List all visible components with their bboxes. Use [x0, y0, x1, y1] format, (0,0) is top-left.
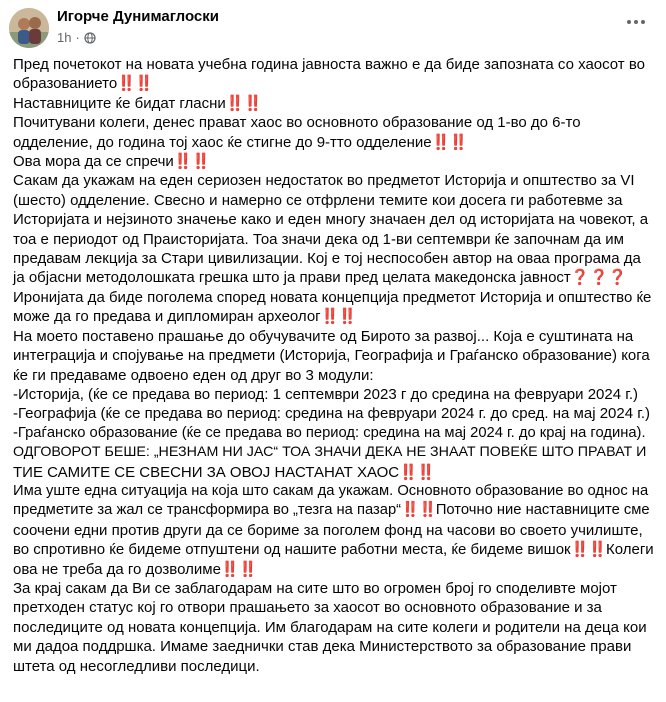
- post-text: тоа е периодот од Праисторијата. Тоа значи дека од 1-ви септември ќе започнам да им: [13, 230, 624, 248]
- post-text: ТИЕ САМИТЕ СЕ СВЕСНИ ЗА ОВОЈ НАСТАНАТ ХАОС: [13, 463, 400, 481]
- double-exclamation-icon: ‼️‼️: [570, 541, 606, 559]
- post-text-line: [13, 579, 655, 598]
- post-text: -Географија (ќе се предава во период: средина на февруари 2024 г. до сред. на мај 2024 г.): [13, 405, 651, 423]
- post-text-line: [13, 249, 655, 268]
- globe-icon: [84, 32, 96, 44]
- post-text: Пред почетокот на новата учебна година јавноста важно е да биде запозната со хаосот во: [13, 56, 645, 73]
- post-text: Историјата и нејзиното значење како и еден многу значаен дел од историјата на човекот, а: [13, 211, 649, 229]
- post-text: -Граѓанско образование (ќе се предава во период: средина на мај 2024 г. до крај на година).: [13, 424, 646, 441]
- post-text: ОДГОВОРОТ БЕШЕ: „НЕЗНАМ НИ ЈАС“ ТОА ЗНАЧИ ДЕКА НЕ ЗНААТ ПОВЕЌЕ ШТО ПРАВАТ И: [13, 444, 647, 461]
- post-text: во спротивно ќе бидеме отпуштени од нашите работни места, ќе бидеме вишок: [13, 541, 571, 559]
- post-text-line: [13, 230, 655, 249]
- post-text-line: [13, 307, 655, 326]
- post-time[interactable]: 1h: [57, 30, 72, 45]
- post-text-line: [13, 501, 655, 520]
- post-meta: [57, 30, 96, 45]
- post-text-line: [13, 171, 655, 190]
- post-text-line: [13, 113, 655, 132]
- post-text-line: [13, 404, 655, 423]
- post-text-line: [13, 424, 655, 443]
- post-text-line: [13, 288, 655, 307]
- post-text: претходен статус кој го отвори прашањето за хаосот во основното образование и за: [13, 599, 602, 617]
- post-text: последиците од новата концепција. Им благодарам на сите колеги и родители на деца кои: [13, 618, 647, 636]
- post-text-line: [13, 346, 655, 365]
- post-text: штета од несогледливи последици.: [13, 657, 260, 675]
- post-text: За крај сакам да Ви се заблагодарам на сите што во огромен број го споделивте мојот: [13, 579, 617, 597]
- post-text-line: [13, 385, 655, 404]
- post-text: ми дадоа поддршка. Имаме заеднички став дека Министерството за образование прави: [13, 638, 632, 656]
- post-text: На моето поставено прашање до обучувачите од Бирото за развој... Која е суштината на: [13, 327, 634, 345]
- post-body: [13, 55, 655, 676]
- post-text-line: [13, 94, 655, 113]
- post-text: Има уште една ситуација на која што сакам да укажам. Основното образование во однос на: [13, 482, 649, 499]
- post-text-line: [13, 521, 655, 540]
- meta-separator: ·: [75, 30, 80, 45]
- post-text-line: [13, 133, 655, 152]
- post-text-line: [13, 482, 655, 501]
- post-text-line: [13, 74, 655, 93]
- post-text: Сакам да укажам на еден сериозен недостаток во предметот Историја и општество за VI: [13, 172, 635, 190]
- post-text-line: [13, 598, 655, 617]
- post-text: предавам лекција за Стари цивилизации. Кој е тој неспособен автор на оваа програма да: [13, 250, 641, 268]
- post-text-line: [13, 637, 655, 656]
- post-text: Колеги: [605, 541, 654, 559]
- post-text: интеграција и спојување на предмети (Историја, Географија и Граѓанско образование) кога: [13, 347, 650, 365]
- avatar-photo-icon: [9, 8, 49, 48]
- dot-icon: [634, 20, 638, 24]
- double-exclamation-icon: ‼️‼️: [225, 94, 262, 112]
- double-exclamation-icon: ‼️‼️: [320, 308, 357, 326]
- post-text-line: [13, 152, 655, 171]
- double-exclamation-icon: ‼️‼️: [173, 153, 210, 171]
- post-text-line: [13, 443, 655, 462]
- post-text: одделение, до година тој хаос ќе стигне до 9-тто одделение: [13, 133, 432, 151]
- post-text-line: [13, 560, 655, 579]
- post-text: може да го предава и дипломиран археолог: [13, 308, 321, 326]
- double-exclamation-icon: ‼️‼️: [401, 502, 436, 519]
- post-text-line: [13, 191, 655, 210]
- post-text: (шесто) одделение. Свесно и намерно се отфрлени темите кои досега ги работевме за: [13, 191, 623, 209]
- post-text-line: [13, 327, 655, 346]
- author-name[interactable]: Игорче Дунимаглоски: [57, 8, 219, 25]
- post-text: Иронијата да биде поголема според новата концепција предметот Историја и општество ќе: [13, 288, 652, 306]
- post-text: Почитувани колеги, денес прават хаос во основното образование од 1-во до 6-то: [13, 114, 581, 132]
- post-text-line: [13, 657, 655, 676]
- post-text-line: [13, 618, 655, 637]
- post-text: предметите за жал се трансформира во „тезга на пазар“: [13, 502, 402, 519]
- post-text-line: [13, 55, 655, 74]
- more-options-button[interactable]: [622, 8, 650, 36]
- post-text: ја објасни методолошката грешка што ја прави пред целата македонска јавност: [13, 269, 571, 287]
- dot-icon: [641, 20, 645, 24]
- post-text: ќе ги предаваме одвоено еден од друг во 3 модули:: [13, 366, 374, 384]
- post-text: соочени едни против други да се бориме за поголем фонд на часови во своето училиште,: [13, 521, 643, 539]
- post-text: -Историја, (ќе се предава во период: 1 септември 2023 г до средина на февруари 2024 г.): [13, 385, 639, 403]
- post-text-line: [13, 463, 655, 482]
- post-header: [0, 0, 666, 56]
- post-text: ова не треба да го дозволиме: [13, 560, 221, 578]
- double-exclamation-icon: ‼️‼️: [431, 133, 467, 151]
- double-exclamation-icon: ‼️‼️: [399, 463, 435, 481]
- double-exclamation-icon: ‼️‼️: [117, 75, 153, 93]
- post-text-line: [13, 540, 655, 559]
- question-mark-icon: ❓❓❓: [570, 269, 627, 287]
- double-exclamation-icon: ‼️‼️: [220, 560, 257, 578]
- post-text-line: [13, 268, 655, 287]
- post-text-line: [13, 210, 655, 229]
- post-text: Ова мора да се спречи: [13, 153, 174, 171]
- post-text: образованието: [13, 75, 118, 93]
- post-text-line: [13, 366, 655, 385]
- author-avatar[interactable]: [9, 8, 49, 48]
- post-text: Поточно ние наставниците сме: [435, 502, 650, 519]
- dot-icon: [627, 20, 631, 24]
- post-text: Наставниците ќе бидат гласни: [13, 94, 226, 112]
